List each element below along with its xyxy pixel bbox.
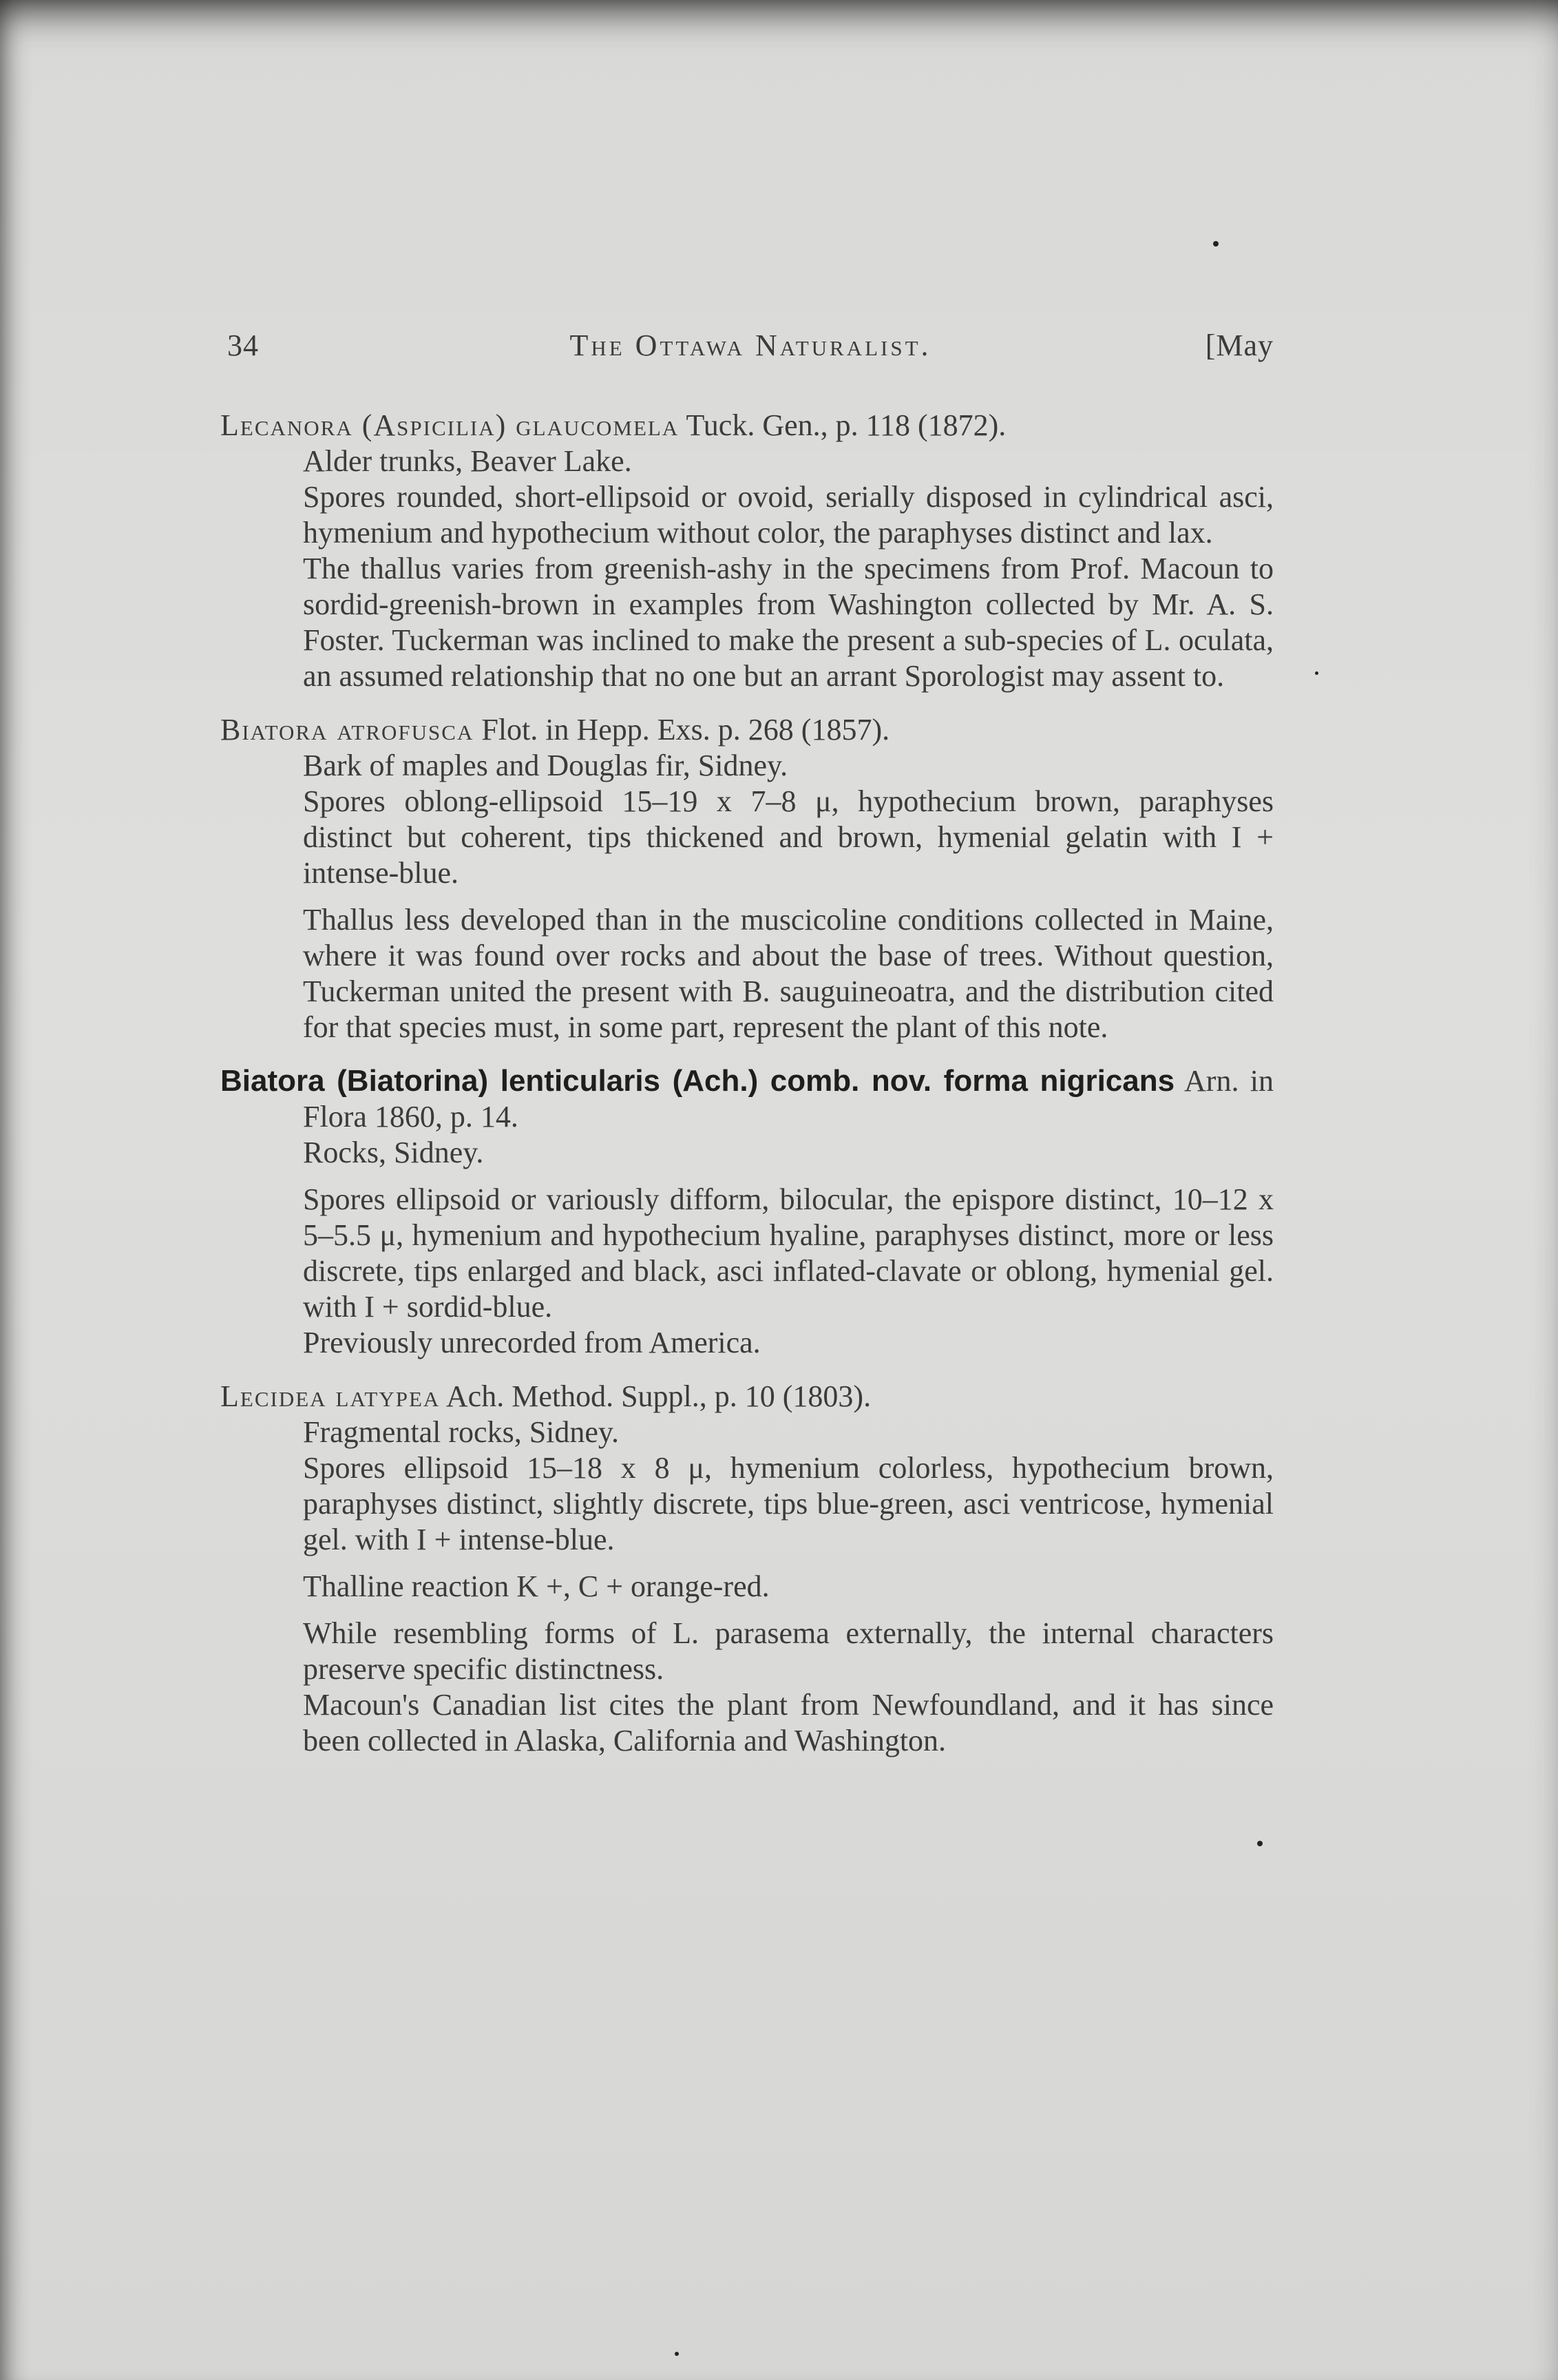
- journal-title: The Ottawa Naturalist.: [569, 328, 931, 362]
- habitat: Bark of maples and Douglas fir, Sidney.: [303, 749, 788, 782]
- citation: Tuck. Gen., p. 118 (1872).: [686, 408, 1007, 442]
- distribution: Macoun's Canadian list cites the plant from Newfoundland, and it has since been collected in Alaska, California and Washington.: [303, 1688, 1274, 1757]
- speck: [675, 2352, 679, 2356]
- note: The thallus varies from greenish-ashy in the specimens from Prof. Macoun to sordid-greenish-brown in examples from Washington collected by Mr. A. S. Foster. Tuckerman was inclined to make the present a sub-species of L. oculata, an assumed relationship that no one but an arrant Sporologist may assent to.: [303, 552, 1274, 693]
- taxon-name: Biatora atrofusca: [220, 713, 474, 747]
- speck: [1315, 671, 1318, 675]
- description: Spores ellipsoid or variously difform, bilocular, the epispore distinct, 10–12 x 5–5.5 μ, hymenium and hypothecium hyaline, paraphyses distinct, more or less discrete, tips enlarged and black, asci inflated-clavate or oblong, hymenial gel. with I + sordid-blue.: [303, 1182, 1274, 1324]
- description: Spores rounded, short-ellipsoid or ovoid, serially disposed in cylindrical asci, hymenium and hypothecium without color, the paraphyses distinct and lax.: [303, 480, 1274, 550]
- description: Spores ellipsoid 15–18 x 8 μ, hymenium colorless, hypothecium brown, paraphyses distinct, slightly discrete, tips blue-green, asci ventricose, hymenial gel. with I + intense-blue.: [303, 1451, 1274, 1556]
- note: Previously unrecorded from America.: [303, 1326, 761, 1359]
- speck: [1213, 241, 1219, 247]
- citation: Arn. in Flora 1860, p. 14.: [303, 1064, 1274, 1134]
- taxon-name: Lecanora (Aspicilia) glaucomela: [220, 408, 680, 442]
- entry-heading: [220, 712, 1274, 748]
- entry-heading: [220, 1379, 1274, 1415]
- citation: Ach. Method. Suppl., p. 10 (1803).: [445, 1379, 872, 1413]
- description: Spores oblong-ellipsoid 15–19 x 7–8 μ, hypothecium brown, paraphyses distinct but coherent, tips thickened and brown, hymenial gelatin with I + intense-blue.: [303, 784, 1274, 890]
- comparison: While resembling forms of L. parasema externally, the internal characters preserve specific distinctness.: [303, 1616, 1274, 1686]
- entry-lecidea-latypea: [220, 1379, 1274, 1759]
- habitat: Fragmental rocks, Sidney.: [303, 1415, 620, 1449]
- habitat: Alder trunks, Beaver Lake.: [303, 444, 632, 478]
- taxon-name: Biatora (Biatorina) lenticularis (Ach.) comb. nov. forma nigricans: [220, 1064, 1175, 1098]
- note: Thallus less developed than in the muscicoline conditions collected in Maine, where it was found over rocks and about the base of trees. Without question, Tuckerman united the present with B. sauguineoatra, and the distribution cited for that species must, in some part, represent the plant of this note.: [303, 903, 1274, 1044]
- running-header: [227, 328, 1274, 369]
- entry-biatora-atrofusca: [220, 712, 1274, 1045]
- entry-heading: [220, 1063, 1274, 1135]
- taxon-name: Lecidea latypea: [220, 1379, 441, 1413]
- entry-biatora-lenticularis: [220, 1063, 1274, 1361]
- page-number: 34: [227, 328, 259, 362]
- habitat: Rocks, Sidney.: [303, 1136, 484, 1169]
- entry-heading: [220, 408, 1274, 443]
- reaction: Thalline reaction K +, C + orange-red.: [303, 1569, 770, 1603]
- issue-month: [May: [1205, 328, 1274, 362]
- article-body: [220, 408, 1274, 1777]
- entry-lecanora-glaucomela: [220, 408, 1274, 694]
- citation: Flot. in Hepp. Exs. p. 268 (1857).: [481, 713, 890, 747]
- speck: [1257, 1841, 1263, 1846]
